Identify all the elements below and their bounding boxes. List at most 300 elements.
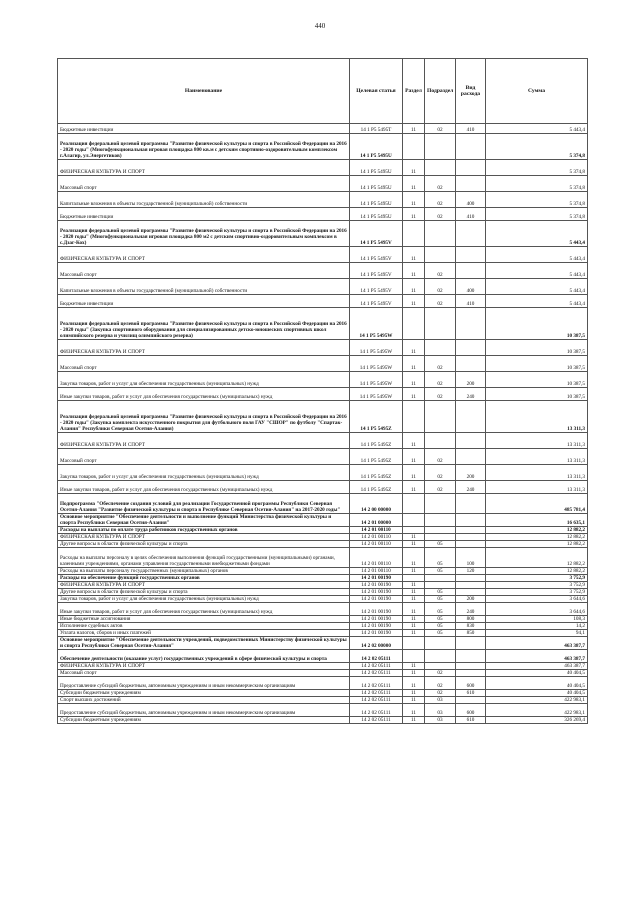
cell-section: 11	[403, 124, 425, 134]
table-row	[58, 247, 588, 263]
cell-name: Субсидии бюджетным учреждениям	[58, 717, 350, 724]
cell-code: 14 1 P5 5495V	[350, 247, 403, 263]
cell-sum: 13 311,3	[486, 481, 588, 494]
cell-subsection: 05	[425, 541, 456, 548]
table-row	[58, 575, 588, 582]
cell-kind	[456, 650, 486, 663]
table-row	[58, 603, 588, 616]
cell-name: Предоставление субсидий бюджетным, автономным учреждениям и иным некоммерческим организациям	[58, 704, 350, 717]
table-row	[58, 134, 588, 160]
table-row	[58, 670, 588, 677]
cell-code: 14 1 P5 5495Z	[350, 481, 403, 494]
table-row	[58, 449, 588, 465]
cell-kind: 410	[456, 295, 486, 308]
cell-section	[403, 134, 425, 160]
cell-kind: 600	[456, 677, 486, 690]
header-section: Раздел	[403, 59, 425, 124]
cell-code: 14 1 P5 5495W	[350, 388, 403, 401]
table-row	[58, 481, 588, 494]
cell-subsection: 03	[425, 704, 456, 717]
cell-code: 14 1 P5 5495U	[350, 208, 403, 221]
cell-sum: 5 374,8	[486, 176, 588, 192]
cell-subsection: 05	[425, 596, 456, 603]
cell-section: 11	[403, 582, 425, 589]
cell-section: 11	[403, 372, 425, 388]
cell-code: 14 1 P5 5495W	[350, 308, 403, 340]
cell-name: Расходы на обеспечение функций государственных органов	[58, 575, 350, 582]
table-row	[58, 514, 588, 527]
cell-name: ФИЗИЧЕСКАЯ КУЛЬТУРА И СПОРТ	[58, 247, 350, 263]
cell-subsection	[425, 340, 456, 356]
cell-code: 14 1 P5 5495W	[350, 356, 403, 372]
cell-sum: 12 882,2	[486, 527, 588, 534]
cell-kind	[456, 247, 486, 263]
cell-kind: 200	[456, 596, 486, 603]
table-row	[58, 221, 588, 247]
cell-code: 14 1 P5 5495V	[350, 221, 403, 247]
cell-name: Другие вопросы в области физической культуры и спорта	[58, 589, 350, 596]
cell-sum: 12 882,2	[486, 568, 588, 575]
cell-subsection: 02	[425, 263, 456, 279]
cell-sum: 463 387,7	[486, 663, 588, 670]
cell-name: Уплата налогов, сборов и иных платежей	[58, 630, 350, 637]
cell-name: ФИЗИЧЕСКАЯ КУЛЬТУРА И СПОРТ	[58, 340, 350, 356]
cell-section: 11	[403, 208, 425, 221]
cell-name: Закупка товаров, работ и услуг для обеспечения государственных (муниципальных) нужд	[58, 596, 350, 603]
table-row	[58, 340, 588, 356]
cell-section	[403, 401, 425, 433]
table-row	[58, 704, 588, 717]
cell-kind	[456, 263, 486, 279]
cell-code: 14 2 02 05111	[350, 677, 403, 690]
cell-code: 14 1 P5 5495U	[350, 176, 403, 192]
cell-sum: 5 443,4	[486, 247, 588, 263]
cell-subsection	[425, 582, 456, 589]
cell-code: 14 2 01 00110	[350, 527, 403, 534]
cell-sum: 5 374,8	[486, 208, 588, 221]
table-row	[58, 494, 588, 514]
table-row	[58, 356, 588, 372]
cell-sum: 463 387,7	[486, 650, 588, 663]
cell-code: 14 1 P5 5495V	[350, 279, 403, 295]
cell-sum: 422 983,1	[486, 697, 588, 704]
table-row	[58, 401, 588, 433]
cell-section: 11	[403, 263, 425, 279]
cell-code: 14 2 01 00000	[350, 514, 403, 527]
cell-sum: 5 443,4	[486, 124, 588, 134]
cell-sum: 3 644,6	[486, 596, 588, 603]
cell-kind	[456, 433, 486, 449]
cell-sum: 3 644,6	[486, 603, 588, 616]
cell-code: 14 2 01 00110	[350, 534, 403, 541]
cell-section: 11	[403, 295, 425, 308]
cell-name: Расходы на выплаты по оплате труда работников государственных органов	[58, 527, 350, 534]
cell-kind	[456, 637, 486, 650]
cell-name: Массовый спорт	[58, 356, 350, 372]
cell-kind	[456, 514, 486, 527]
cell-kind	[456, 494, 486, 514]
cell-sum: 13 311,3	[486, 401, 588, 433]
cell-section: 11	[403, 589, 425, 596]
header-code: Целевая статья	[350, 59, 403, 124]
cell-subsection: 02	[425, 388, 456, 401]
cell-section: 11	[403, 433, 425, 449]
cell-kind	[456, 534, 486, 541]
cell-kind	[456, 575, 486, 582]
cell-section	[403, 650, 425, 663]
table-row	[58, 596, 588, 603]
cell-subsection	[425, 401, 456, 433]
cell-section: 11	[403, 670, 425, 677]
cell-code: 14 2 01 00190	[350, 630, 403, 637]
table-row	[58, 677, 588, 690]
cell-code: 14 2 01 00190	[350, 623, 403, 630]
cell-code: 14 2 02 05111	[350, 690, 403, 697]
table-row	[58, 690, 588, 697]
cell-subsection	[425, 308, 456, 340]
cell-name: Массовый спорт	[58, 449, 350, 465]
cell-section: 11	[403, 690, 425, 697]
cell-name: ФИЗИЧЕСКАЯ КУЛЬТУРА И СПОРТ	[58, 534, 350, 541]
cell-sum: 40 404,5	[486, 677, 588, 690]
table-row	[58, 541, 588, 548]
cell-name: Массовый спорт	[58, 176, 350, 192]
cell-subsection: 02	[425, 677, 456, 690]
cell-code: 14 1 P5 5495Z	[350, 401, 403, 433]
cell-sum: 5 443,4	[486, 295, 588, 308]
cell-subsection: 02	[425, 481, 456, 494]
cell-sum: 463 387,7	[486, 637, 588, 650]
cell-kind	[456, 582, 486, 589]
cell-kind	[456, 308, 486, 340]
cell-subsection	[425, 514, 456, 527]
cell-section: 11	[403, 481, 425, 494]
cell-kind: 240	[456, 481, 486, 494]
cell-subsection: 02	[425, 356, 456, 372]
cell-section: 11	[403, 356, 425, 372]
cell-kind	[456, 541, 486, 548]
cell-name: Закупка товаров, работ и услуг для обеспечения государственных (муниципальных) нужд	[58, 372, 350, 388]
cell-kind	[456, 697, 486, 704]
cell-name: Спорт высших достижений	[58, 697, 350, 704]
cell-subsection: 05	[425, 568, 456, 575]
cell-name: ФИЗИЧЕСКАЯ КУЛЬТУРА И СПОРТ	[58, 160, 350, 176]
cell-sum: 94,1	[486, 630, 588, 637]
cell-name: Реализация федеральной целевой программы "Развитие физической культуры и спорта в Российской Федерации на 2016 - 2020 годы" (Многофункциональная игровая площадка 800 м2 с детским спортивно-оздоровительным комплексом в с.Дзаг-Кох)	[58, 221, 350, 247]
cell-code: 14 1 P5 5495U	[350, 134, 403, 160]
cell-name: Иные закупки товаров, работ и услуг для обеспечения государственных (муниципальных) нужд	[58, 481, 350, 494]
cell-code: 14 2 01 00110	[350, 541, 403, 548]
cell-code: 14 1 P5 5495Z	[350, 449, 403, 465]
header-sum: Сумма	[486, 59, 588, 124]
cell-section: 11	[403, 548, 425, 568]
cell-section: 11	[403, 541, 425, 548]
cell-sum: 10 387,5	[486, 308, 588, 340]
cell-sum: 12 882,2	[486, 541, 588, 548]
cell-code: 14 2 02 05111	[350, 717, 403, 724]
header-name: Наименование	[58, 59, 350, 124]
cell-section: 11	[403, 596, 425, 603]
table-row	[58, 208, 588, 221]
cell-code: 14 1 P5 5495U	[350, 160, 403, 176]
page-number: 440	[314, 22, 326, 30]
cell-code: 14 2 02 00000	[350, 637, 403, 650]
cell-code: 14 1 P5 5495W	[350, 340, 403, 356]
cell-sum: 5 443,4	[486, 263, 588, 279]
cell-kind	[456, 670, 486, 677]
table-header-row	[58, 59, 588, 124]
cell-code: 14 1 P5 5495V	[350, 263, 403, 279]
cell-code: 14 2 01 00190	[350, 603, 403, 616]
cell-sum: 3 752,9	[486, 575, 588, 582]
table-row	[58, 295, 588, 308]
table-row	[58, 582, 588, 589]
table-row	[58, 548, 588, 568]
cell-section	[403, 221, 425, 247]
table-row	[58, 465, 588, 481]
cell-subsection: 05	[425, 589, 456, 596]
cell-name: Закупка товаров, работ и услуг для обеспечения государственных (муниципальных) нужд	[58, 465, 350, 481]
cell-section	[403, 308, 425, 340]
cell-kind	[456, 527, 486, 534]
cell-kind	[456, 221, 486, 247]
cell-name: Основное мероприятие "Обеспечение деятельности и выполнение функций Министерства физической культуры и спорта Республики Северная Осетия-Алания"	[58, 514, 350, 527]
cell-section	[403, 494, 425, 514]
cell-sum: 5 443,4	[486, 221, 588, 247]
cell-section: 11	[403, 603, 425, 616]
cell-subsection	[425, 433, 456, 449]
table-row	[58, 433, 588, 449]
cell-subsection: 03	[425, 717, 456, 724]
cell-sum: 3 752,9	[486, 589, 588, 596]
table-row	[58, 663, 588, 670]
cell-kind: 800	[456, 616, 486, 623]
cell-section: 11	[403, 534, 425, 541]
cell-name: Субсидии бюджетным учреждениям	[58, 690, 350, 697]
cell-section	[403, 575, 425, 582]
header-kind: Вид расхода	[456, 59, 486, 124]
cell-code: 14 1 P5 5495W	[350, 372, 403, 388]
cell-section: 11	[403, 717, 425, 724]
cell-name: Массовый спорт	[58, 670, 350, 677]
header-subsection: Подраздел	[425, 59, 456, 124]
cell-kind: 410	[456, 124, 486, 134]
cell-name: Иные закупки товаров, работ и услуг для обеспечения государственных (муниципальных) нужд	[58, 603, 350, 616]
cell-section: 11	[403, 663, 425, 670]
cell-kind: 850	[456, 630, 486, 637]
cell-sum: 13 311,3	[486, 433, 588, 449]
table-row	[58, 637, 588, 650]
cell-sum: 12 882,2	[486, 548, 588, 568]
cell-subsection: 02	[425, 670, 456, 677]
table-row	[58, 388, 588, 401]
cell-subsection	[425, 575, 456, 582]
cell-subsection: 02	[425, 690, 456, 697]
table-row	[58, 372, 588, 388]
cell-subsection: 05	[425, 623, 456, 630]
cell-name: Основное мероприятие "Обеспечение деятельности учреждений, подведомственных Министерству физической культуры и спорта Республики Северная Осетия-Алания"	[58, 637, 350, 650]
cell-sum: 5 374,8	[486, 134, 588, 160]
cell-subsection: 02	[425, 176, 456, 192]
cell-sum: 13 311,3	[486, 465, 588, 481]
cell-name: Бюджетные инвестиции	[58, 208, 350, 221]
cell-section	[403, 527, 425, 534]
table-row	[58, 124, 588, 134]
cell-section: 11	[403, 192, 425, 208]
cell-section: 11	[403, 340, 425, 356]
cell-kind: 200	[456, 465, 486, 481]
cell-sum: 10 387,5	[486, 356, 588, 372]
cell-section: 11	[403, 279, 425, 295]
cell-subsection: 02	[425, 192, 456, 208]
cell-section: 11	[403, 677, 425, 690]
cell-sum: 326 269,4	[486, 717, 588, 724]
cell-subsection	[425, 494, 456, 514]
cell-subsection: 02	[425, 279, 456, 295]
cell-name: Иные бюджетные ассигнования	[58, 616, 350, 623]
cell-code: 14 2 01 00190	[350, 589, 403, 596]
cell-kind	[456, 663, 486, 670]
cell-section: 11	[403, 465, 425, 481]
cell-name: Бюджетные инвестиции	[58, 295, 350, 308]
cell-sum: 3 752,9	[486, 582, 588, 589]
cell-sum: 14,2	[486, 623, 588, 630]
table-row	[58, 308, 588, 340]
cell-kind: 410	[456, 208, 486, 221]
cell-subsection	[425, 247, 456, 263]
cell-section: 11	[403, 704, 425, 717]
cell-name: Реализация федеральной целевой программы "Развитие физической культуры и спорта в Российской Федерации на 2016 - 2020 годы" (Закупка спортивного оборудования для специализированных детско-юношеских спортивных школ олимпийского резерва и училищ олимпийского резерва)	[58, 308, 350, 340]
cell-sum: 422 983,1	[486, 704, 588, 717]
cell-name: Расходы на выплаты персоналу государственных (муниципальных) органов	[58, 568, 350, 575]
cell-sum: 40 404,5	[486, 670, 588, 677]
cell-name: ФИЗИЧЕСКАЯ КУЛЬТУРА И СПОРТ	[58, 433, 350, 449]
cell-kind: 120	[456, 568, 486, 575]
cell-code: 14 2 01 00190	[350, 616, 403, 623]
cell-code: 14 2 02 05111	[350, 650, 403, 663]
table-row	[58, 568, 588, 575]
cell-subsection: 02	[425, 449, 456, 465]
cell-name: Массовый спорт	[58, 263, 350, 279]
cell-name: Исполнение судебных актов	[58, 623, 350, 630]
cell-kind: 200	[456, 372, 486, 388]
table-row	[58, 630, 588, 637]
table-row	[58, 534, 588, 541]
cell-section: 11	[403, 623, 425, 630]
cell-name: ФИЗИЧЕСКАЯ КУЛЬТУРА И СПОРТ	[58, 582, 350, 589]
table-row	[58, 176, 588, 192]
cell-subsection: 03	[425, 697, 456, 704]
cell-subsection: 05	[425, 616, 456, 623]
cell-kind: 610	[456, 717, 486, 724]
table-body	[58, 124, 588, 724]
cell-section: 11	[403, 160, 425, 176]
cell-subsection	[425, 527, 456, 534]
cell-sum: 5 443,4	[486, 279, 588, 295]
cell-name: Расходы на выплаты персоналу в целях обеспечения выполнения функций государственными (муниципальными) органами, казенными учреждениями, органами управления государственными внебюджетными фондами	[58, 548, 350, 568]
cell-kind	[456, 340, 486, 356]
cell-sum: 10 387,5	[486, 372, 588, 388]
cell-name: Предоставление субсидий бюджетным, автономным учреждениям и иным некоммерческим организациям	[58, 677, 350, 690]
table-row	[58, 697, 588, 704]
cell-subsection	[425, 160, 456, 176]
cell-kind: 240	[456, 603, 486, 616]
cell-section: 11	[403, 449, 425, 465]
table-row	[58, 589, 588, 596]
cell-section	[403, 514, 425, 527]
cell-name: Бюджетные инвестиции	[58, 124, 350, 134]
budget-table	[57, 58, 588, 724]
cell-code: 14 2 01 00110	[350, 548, 403, 568]
table-row	[58, 263, 588, 279]
table-row	[58, 616, 588, 623]
cell-subsection: 05	[425, 630, 456, 637]
cell-subsection	[425, 650, 456, 663]
cell-kind: 100	[456, 548, 486, 568]
cell-code: 14 2 02 05111	[350, 697, 403, 704]
table-row	[58, 650, 588, 663]
cell-code: 14 2 01 00190	[350, 596, 403, 603]
cell-subsection	[425, 134, 456, 160]
cell-name: Реализация федеральной целевой программы "Развитие физической культуры и спорта в Российской Федерации на 2016 - 2020 годы" (Закупка комплекта искусственного покрытия для футбольного поля ГАУ "СШОР" по футболу "Спартак-Алания" Республики Северная Осетия-Алания)	[58, 401, 350, 433]
cell-name: Иные закупки товаров, работ и услуг для обеспечения государственных (муниципальных) нужд	[58, 388, 350, 401]
cell-sum: 13 311,3	[486, 449, 588, 465]
cell-subsection	[425, 221, 456, 247]
cell-subsection	[425, 534, 456, 541]
cell-name: Обеспечение деятельности (оказание услуг) государственных учреждений в сфере физической культуры и спорта	[58, 650, 350, 663]
cell-kind: 240	[456, 388, 486, 401]
cell-section: 11	[403, 568, 425, 575]
cell-code: 14 1 P5 5495Z	[350, 465, 403, 481]
cell-sum: 485 781,4	[486, 494, 588, 514]
table-row	[58, 623, 588, 630]
cell-section	[403, 637, 425, 650]
cell-name: Реализация федеральной целевой программы "Развитие физической культуры и спорта в Российской Федерации на 2016 - 2020 годы" (Многофункциональная игровая площадка 800 кв.м с детским спортивно-оздоровительным комплексом г.Алагир, ул.Энергетиков)	[58, 134, 350, 160]
cell-code: 14 2 02 05111	[350, 704, 403, 717]
cell-name: Капитальные вложения в объекты государственной (муниципальной) собственности	[58, 192, 350, 208]
table-row	[58, 717, 588, 724]
cell-subsection: 02	[425, 372, 456, 388]
cell-kind	[456, 134, 486, 160]
cell-section: 11	[403, 176, 425, 192]
cell-subsection: 05	[425, 548, 456, 568]
cell-name: ФИЗИЧЕСКАЯ КУЛЬТУРА И СПОРТ	[58, 663, 350, 670]
cell-subsection	[425, 637, 456, 650]
cell-section: 11	[403, 388, 425, 401]
cell-section: 11	[403, 616, 425, 623]
cell-name: Капитальные вложения в объекты государственной (муниципальной) собственности	[58, 279, 350, 295]
cell-sum: 108,3	[486, 616, 588, 623]
cell-code: 14 2 02 05111	[350, 663, 403, 670]
cell-kind	[456, 356, 486, 372]
cell-code: 14 1 P5 5495U	[350, 192, 403, 208]
cell-subsection: 02	[425, 295, 456, 308]
cell-kind: 600	[456, 704, 486, 717]
cell-section: 11	[403, 247, 425, 263]
table-row	[58, 279, 588, 295]
cell-sum: 10 387,5	[486, 388, 588, 401]
cell-code: 14 1 P5 5495Z	[350, 433, 403, 449]
cell-sum: 10 387,5	[486, 340, 588, 356]
cell-subsection: 02	[425, 208, 456, 221]
cell-sum: 5 374,8	[486, 160, 588, 176]
cell-code: 14 2 00 00000	[350, 494, 403, 514]
cell-code: 14 1 P5 5495T	[350, 124, 403, 134]
cell-code: 14 2 01 00190	[350, 575, 403, 582]
cell-subsection: 05	[425, 603, 456, 616]
cell-kind	[456, 401, 486, 433]
cell-name: Другие вопросы в области физической культуры и спорта	[58, 541, 350, 548]
